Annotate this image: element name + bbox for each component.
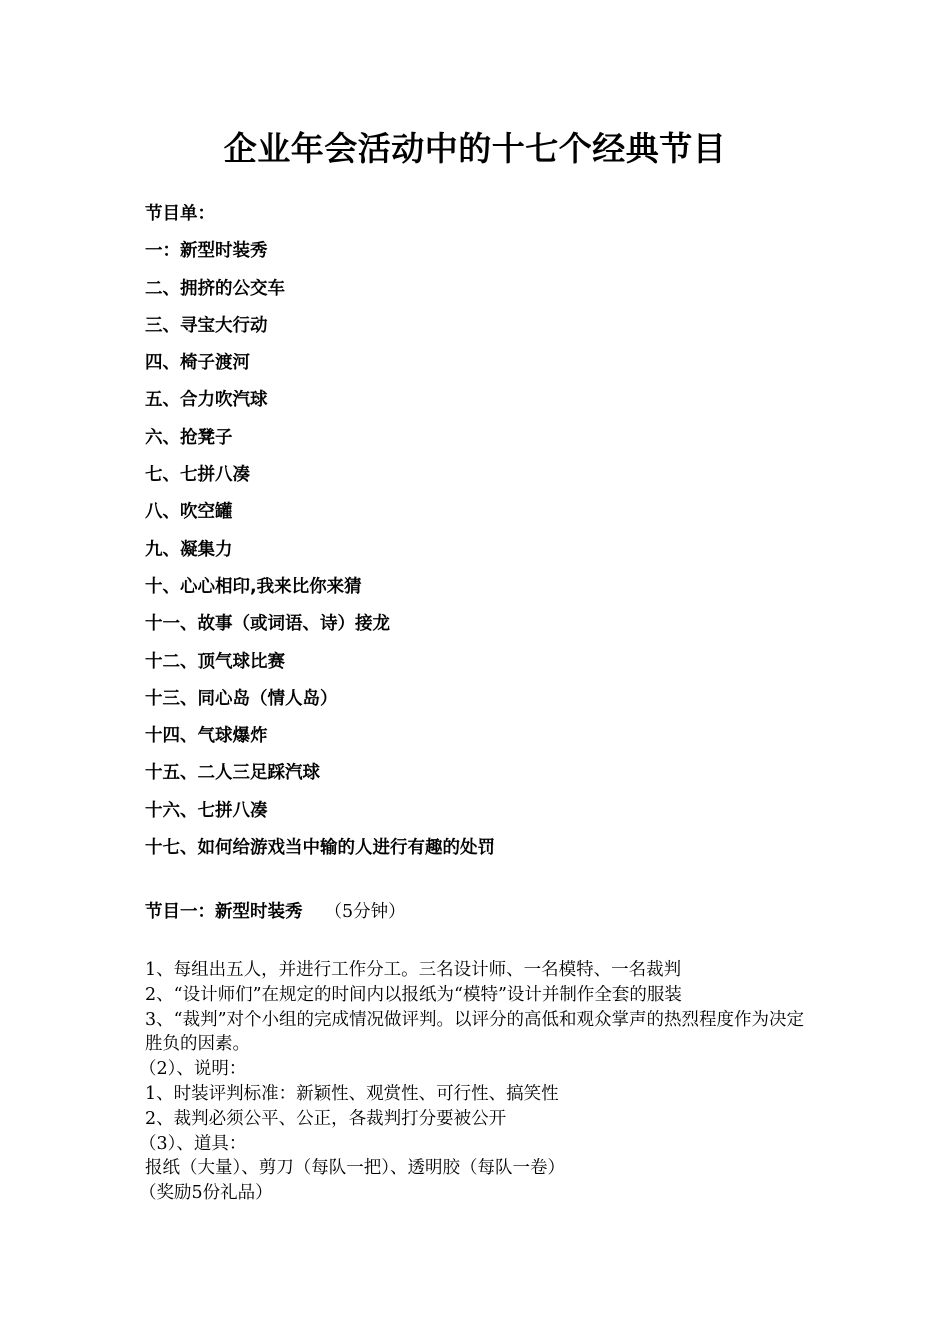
body-line: 2、“设计师们”在规定的时间内以报纸为“模特”设计并制作全套的服装 [145, 984, 682, 1005]
document-title: 企业年会活动中的十七个经典节目 [223, 129, 727, 168]
body-line: （2）、说明： [139, 1059, 247, 1080]
body-line: 报纸（大量）、剪刀（每队一把）、透明胶（每队一卷） [145, 1158, 565, 1179]
section-one-duration: （5分钟） [324, 902, 406, 922]
program-list-item: 十、心心相印,我来比你来猜 [145, 576, 362, 597]
section-one-title: 节目一：新型时装秀 [145, 902, 303, 922]
program-list-item: 二、拥挤的公交车 [145, 278, 285, 299]
program-list-item: 三、寻宝大行动 [145, 315, 268, 336]
program-list-item: 四、椅子渡河 [145, 353, 250, 374]
program-list-item: 一：新型时装秀 [145, 241, 268, 262]
program-list [145, 196, 495, 867]
body-line: 3、“裁判”对个小组的完成情况做评判。以评分的高低和观众掌声的热烈程度作为决定胜负的因素。 [145, 1009, 805, 1055]
body-line: （奖励5份礼品） [139, 1183, 273, 1204]
program-list-item: 十五、二人三足踩汽球 [145, 763, 320, 784]
section-one-body [139, 958, 815, 1206]
program-list-item: 五、合力吹汽球 [145, 390, 268, 411]
section-one-heading [145, 897, 406, 927]
program-list-item: 七、七拼八凑 [145, 465, 250, 486]
program-list-item: 八、吹空罐 [145, 502, 233, 523]
program-list-item: 九、凝集力 [145, 539, 233, 560]
body-line: 2、裁判必须公平、公正，各裁判打分要被公开 [145, 1108, 507, 1129]
program-list-item: 六、抢凳子 [145, 427, 233, 448]
program-list-item: 十四、气球爆炸 [145, 726, 268, 747]
body-line: （3）、道具： [139, 1133, 247, 1154]
body-line: 1、每组出五人，并进行工作分工。三名设计师、一名模特、一名裁判 [145, 960, 682, 980]
program-list-heading: 节目单： [145, 204, 215, 224]
program-list-item: 十七、如何给游戏当中输的人进行有趣的处罚 [145, 838, 495, 859]
program-list-item: 十三、同心岛（情人岛） [145, 688, 338, 709]
program-list-item: 十一、故事（或词语、诗）接龙 [145, 614, 390, 635]
body-line: 1、时装评判标准：新颖性、观赏性、可行性、搞笑性 [145, 1083, 559, 1104]
program-list-item: 十二、顶气球比赛 [145, 651, 285, 672]
program-list-item: 十六、七拼八凑 [145, 800, 268, 821]
